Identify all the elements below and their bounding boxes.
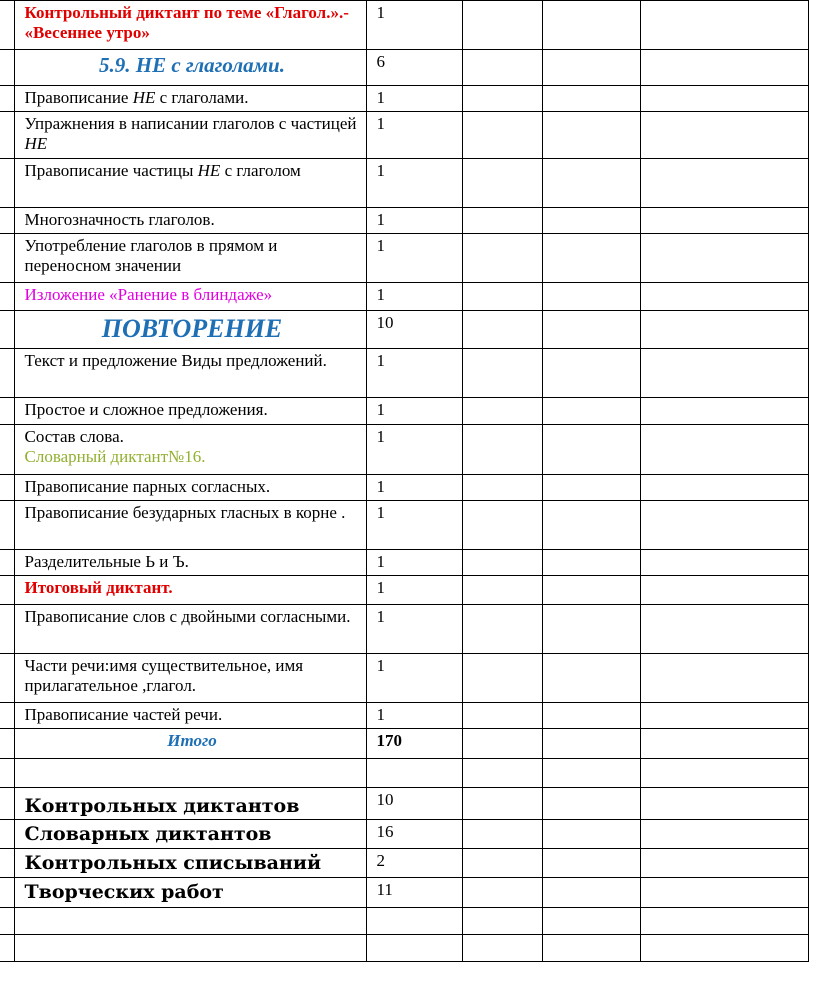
topic-cell: Простое и сложное предложения. [14, 398, 366, 425]
total-row [0, 729, 808, 759]
hours-cell: 1 [366, 703, 462, 729]
hours-cell: 1 [366, 501, 462, 550]
summary-count: 10 [366, 788, 462, 820]
section-row [0, 311, 808, 349]
table-row [0, 86, 808, 112]
summary-label: Контрольных диктантов [14, 788, 366, 820]
topic-cell: Правописание парных согласных. [14, 475, 366, 501]
empty-row [0, 759, 808, 788]
topic-cell: Правописание НЕ с глаголами. [14, 86, 366, 112]
hours-cell: 1 [366, 159, 462, 208]
section-row [0, 50, 808, 86]
hours-cell: 1 [366, 283, 462, 311]
hours-cell: 10 [366, 311, 462, 349]
table-row [0, 501, 808, 550]
table-row [0, 234, 808, 283]
empty-row [0, 908, 808, 935]
table-row [0, 703, 808, 729]
empty-row [0, 935, 808, 962]
table-row [0, 1, 808, 50]
topic-cell: Контрольный диктант по теме «Глагол.».- «Весеннее утро» [14, 1, 366, 50]
topic-cell: Изложение «Ранение в блиндаже» [14, 283, 366, 311]
table-row [0, 398, 808, 425]
summary-row [0, 820, 808, 849]
hours-cell: 1 [366, 208, 462, 234]
topic-cell: Разделительные Ь и Ъ. [14, 550, 366, 576]
topic-cell: Правописание безударных гласных в корне . [14, 501, 366, 550]
hours-cell: 1 [366, 234, 462, 283]
summary-count: 11 [366, 878, 462, 908]
table-row [0, 425, 808, 475]
topic-cell: Итоговый диктант. [14, 576, 366, 605]
table-row [0, 576, 808, 605]
summary-count: 16 [366, 820, 462, 849]
hours-cell: 1 [366, 398, 462, 425]
summary-row [0, 788, 808, 820]
topic-cell: Состав слова. Словарный диктант№16. [14, 425, 366, 475]
section-heading: 5.9. НЕ с глаголами. [99, 53, 285, 77]
topic-cell: Упражнения в написании глаголов с частицей НЕ [14, 112, 366, 159]
topic-cell: Части речи:имя существительное, имя прилагательное ,глагол. [14, 654, 366, 703]
summary-label: Словарных диктантов [14, 820, 366, 849]
total-label: Итого [167, 731, 217, 750]
total-hours: 170 [366, 729, 462, 759]
topic-cell: Текст и предложение Виды предложений. [14, 349, 366, 398]
hours-cell: 1 [366, 86, 462, 112]
summary-label: Контрольных списываний [14, 849, 366, 878]
topic-cell: Правописание слов с двойными согласными. [14, 605, 366, 654]
hours-cell: 1 [366, 425, 462, 475]
table-row [0, 550, 808, 576]
dictation-note: Словарный диктант№16. [24, 447, 206, 466]
summary-label: Творческих работ [14, 878, 366, 908]
topic-cell: Многозначность глаголов. [14, 208, 366, 234]
table-row [0, 349, 808, 398]
table-row [0, 112, 808, 159]
hours-cell: 6 [366, 50, 462, 86]
topic-cell: Правописание частицы НЕ с глаголом [14, 159, 366, 208]
topic-cell: Правописание частей речи. [14, 703, 366, 729]
hours-cell: 1 [366, 576, 462, 605]
table-row [0, 605, 808, 654]
table-row [0, 159, 808, 208]
hours-cell: 1 [366, 349, 462, 398]
table-row [0, 654, 808, 703]
summary-row [0, 849, 808, 878]
hours-cell: 1 [366, 475, 462, 501]
table-row [0, 283, 808, 311]
section-heading: ПОВТОРЕНИЕ [101, 314, 283, 343]
hours-cell: 1 [366, 550, 462, 576]
table-row [0, 208, 808, 234]
summary-count: 2 [366, 849, 462, 878]
hours-cell: 1 [366, 112, 462, 159]
hours-cell: 1 [366, 654, 462, 703]
hours-cell: 1 [366, 605, 462, 654]
hours-cell: 1 [366, 1, 462, 50]
table-row [0, 475, 808, 501]
topic-cell: Употребление глаголов в прямом и переносном значении [14, 234, 366, 283]
summary-row [0, 878, 808, 908]
